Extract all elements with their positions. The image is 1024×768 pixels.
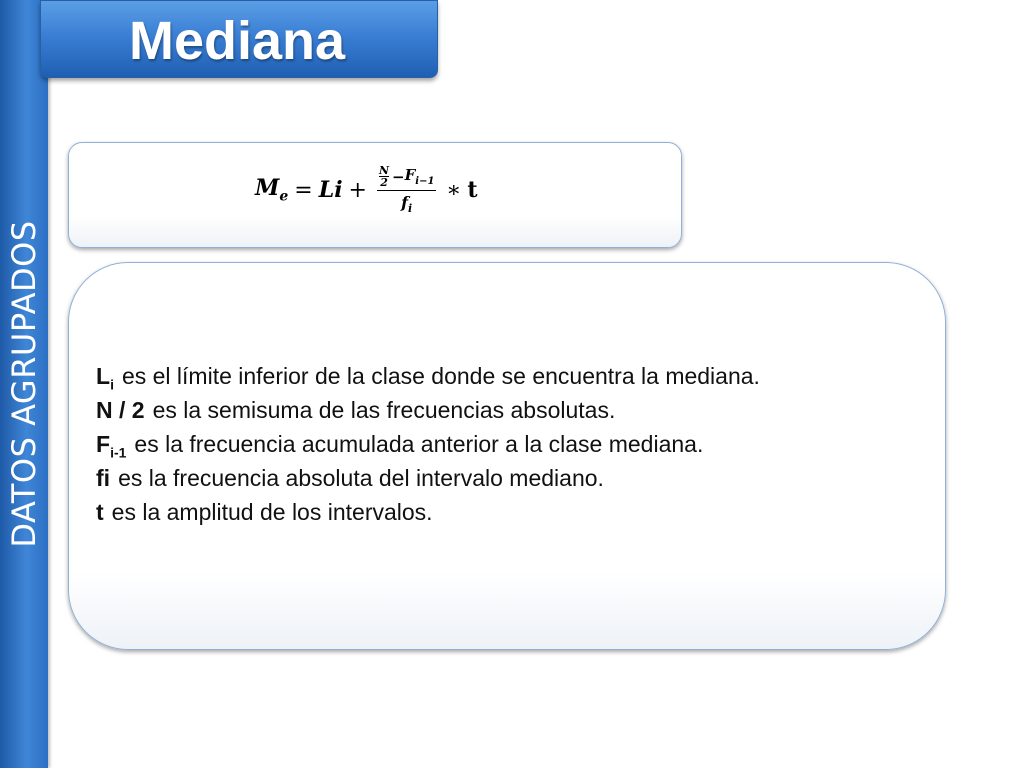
side-bar — [0, 0, 48, 768]
definition-term: N / 2 — [96, 397, 145, 423]
formula-t: t — [467, 177, 478, 204]
definition-term: $L_i$ — [96, 363, 114, 393]
definition-text: es el límite inferior de la clase donde se encuentra la mediana. — [121, 363, 760, 389]
definition-li — [96, 359, 760, 393]
definition-term: $F_{i-1}$ — [96, 431, 127, 461]
definition-n2 — [96, 393, 760, 427]
fraction-numerator: $\frac{N}{2}$ − $F_{i-1}$ — [378, 164, 435, 189]
definition-term: t — [96, 499, 104, 525]
title-banner — [40, 0, 438, 78]
formula-box — [68, 142, 682, 248]
definition-fi — [96, 461, 760, 495]
section-label: DATOS AGRUPADOS — [5, 220, 43, 548]
definitions-list — [96, 359, 760, 529]
formula-equals: = — [294, 177, 313, 203]
definition-t — [96, 495, 760, 529]
formula-me: $M_e$ — [255, 175, 289, 205]
n-over-2: $\frac{N}{2}$ — [378, 164, 390, 189]
page-title: Mediana — [129, 11, 346, 71]
definition-text: es la semisuma de las frecuencias absolutas. — [152, 397, 616, 423]
formula-plus: + — [348, 177, 367, 203]
definition-fi-1 — [96, 427, 760, 461]
definition-text: es la frecuencia acumulada anterior a la clase mediana. — [134, 431, 704, 457]
definition-term: fi — [96, 465, 111, 491]
formula-times: ∗ — [446, 177, 462, 203]
definition-text: es la frecuencia absoluta del intervalo mediano. — [118, 465, 604, 491]
fraction-denominator: $f_i$ — [401, 193, 413, 216]
formula-fraction — [377, 165, 436, 215]
definition-text: es la amplitud de los intervalos. — [111, 499, 433, 525]
formula-li: Li — [318, 177, 343, 204]
median-formula — [255, 165, 478, 215]
